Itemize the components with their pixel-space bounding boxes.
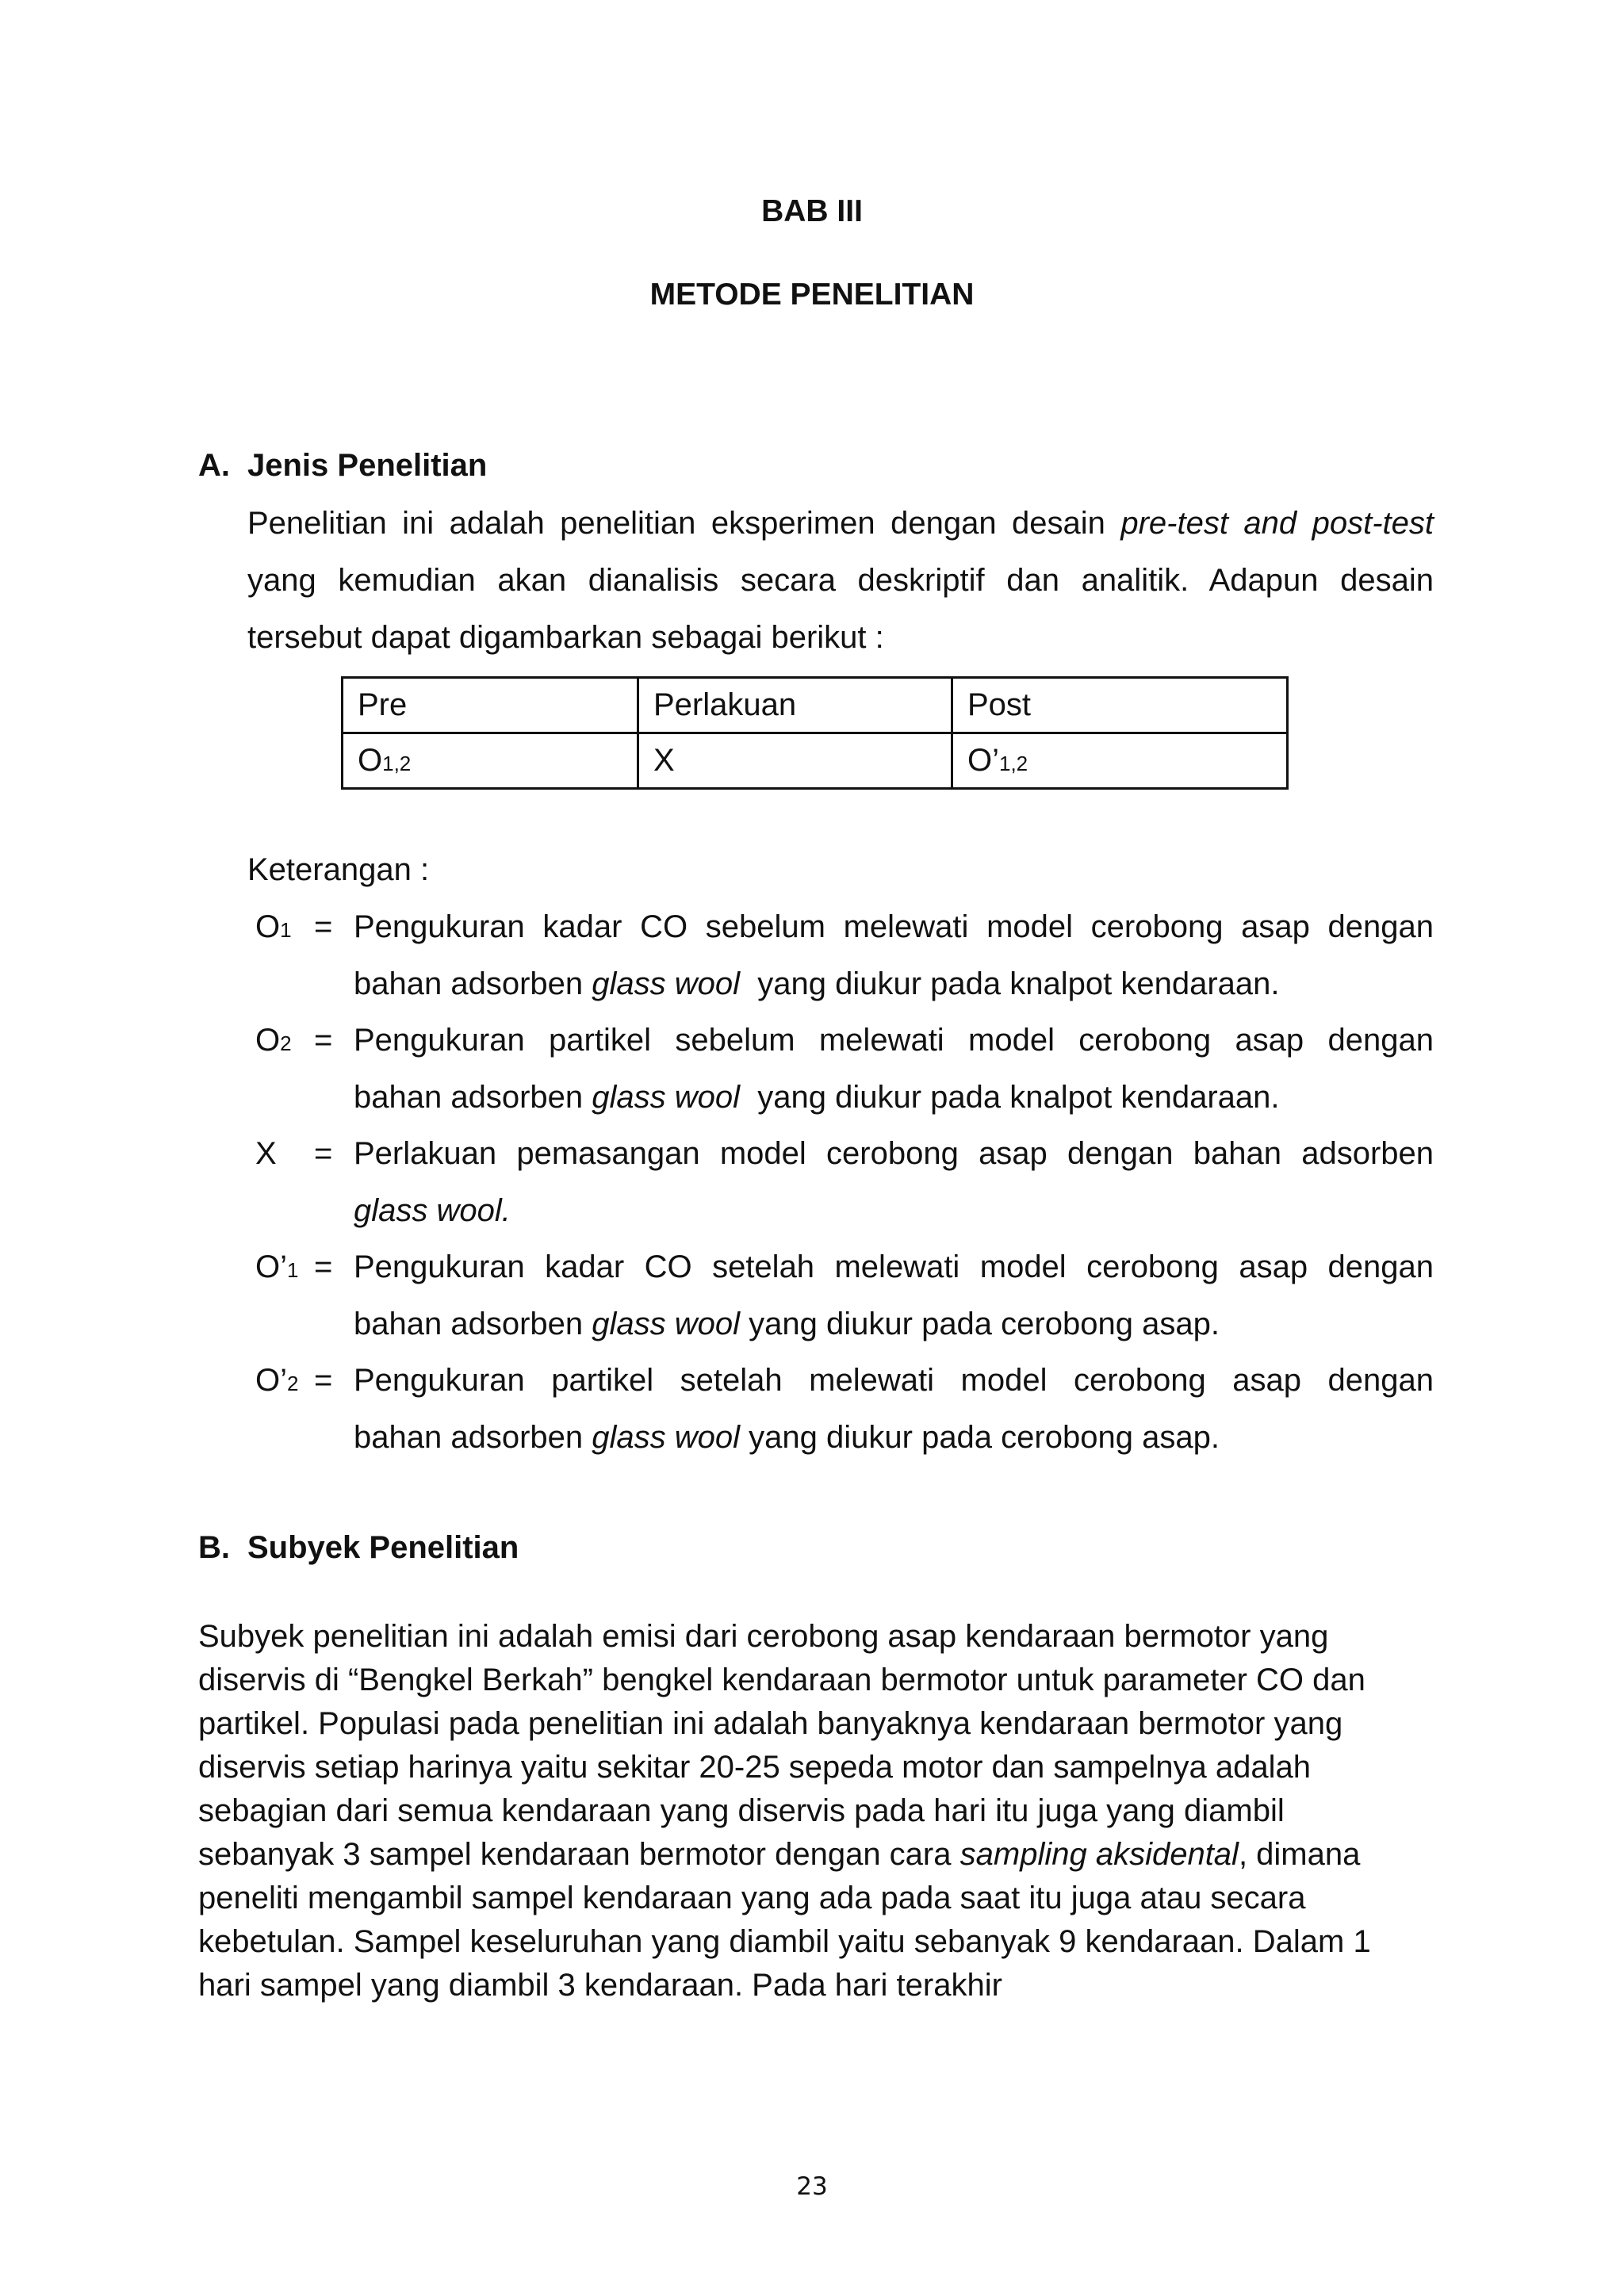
pre-post-test-term: pre-test and post-test [1120, 506, 1434, 541]
table-row [343, 733, 1288, 789]
table-header-row [343, 678, 1288, 733]
research-design-table [341, 676, 1289, 790]
section-a-para-line-2: yang kemudian akan dianalisis secara deskriptif dan analitik. Adapun desain [247, 563, 1434, 598]
section-a-para-line-1: Penelitian ini adalah penelitian eksperimen dengan desain pre-test and post-test [247, 506, 1434, 541]
sampling-term: sampling aksidental [959, 1837, 1239, 1872]
definition-symbol: X [255, 1136, 277, 1171]
cell-treatment: X [638, 733, 952, 789]
definition-equals: = [314, 1363, 333, 1398]
definition-text: Pengukuran kadar CO setelah melewati model cerobong asap dengan bahan adsorben glass wool yang diukur pada cerobong asap. [354, 1249, 1434, 1341]
chapter-number: BAB III [761, 194, 863, 228]
cell-pre: O1,2 [343, 733, 638, 789]
definition-equals: = [314, 1136, 333, 1171]
definition-symbol: O’2 [255, 1363, 299, 1398]
section-b-number: B. [198, 1530, 230, 1565]
section-b-heading [198, 1530, 519, 1566]
definition-symbol: O1 [255, 909, 292, 944]
section-b-paragraph: Subyek penelitian ini adalah emisi dari cerobong asap kendaraan bermotor yang diservis di “Bengkel Berkah” bengkel kendaraan bermotor untuk parameter CO dan partikel. Populasi pada penelitian ini adalah banyaknya kendaraan bermotor yang diservis setiap harinya yaitu sekitar 20-25 sepeda motor dan sampelnya adalah sebagian dari semua kendaraan yang diservis pada hari itu juga yang diambil sebanyak 3 sampel kendaraan bermotor dengan cara sampling aksidental, dimana peneliti mengambil sampel kendaraan yang ada pada saat itu juga atau secara kebetulan. Sampel keseluruhan yang diambil yaitu sebanyak 9 kendaraan. Dalam 1 hari sampel yang diambil 3 kendaraan. Pada hari terakhir [198, 1619, 1371, 2003]
keterangan-label: Keterangan : [247, 852, 430, 887]
definition-text: Pengukuran partikel sebelum melewati model cerobong asap dengan bahan adsorben glass wool yang diukur pada knalpot kendaraan. [354, 1023, 1434, 1115]
definition-equals: = [314, 1249, 333, 1284]
page-number: 23 [796, 2172, 828, 2201]
header-post: Post [952, 678, 1288, 733]
chapter-title: METODE PENELITIAN [649, 277, 975, 312]
cell-post: O’1,2 [952, 733, 1288, 789]
definition-equals: = [314, 909, 333, 944]
section-a-number: A. [198, 448, 230, 483]
definition-text: Pengukuran partikel setelah melewati model cerobong asap dengan bahan adsorben glass wool yang diukur pada cerobong asap. [354, 1363, 1434, 1455]
definition-symbol: O2 [255, 1023, 292, 1058]
section-a-para-line-3: tersebut dapat digambarkan sebagai berikut : [247, 620, 884, 655]
header-perlakuan: Perlakuan [638, 678, 952, 733]
header-pre: Pre [343, 678, 638, 733]
section-a-heading [198, 448, 487, 484]
section-a-title: Jenis Penelitian [247, 448, 488, 483]
definition-text: Pengukuran kadar CO sebelum melewati model cerobong asap dengan bahan adsorben glass wool yang diukur pada knalpot kendaraan. [354, 909, 1434, 1001]
definition-text: Perlakuan pemasangan model cerobong asap dengan bahan adsorben glass wool. [354, 1136, 1434, 1228]
definition-equals: = [314, 1023, 333, 1058]
definition-symbol: O’1 [255, 1249, 299, 1284]
section-b-title: Subyek Penelitian [247, 1530, 519, 1565]
